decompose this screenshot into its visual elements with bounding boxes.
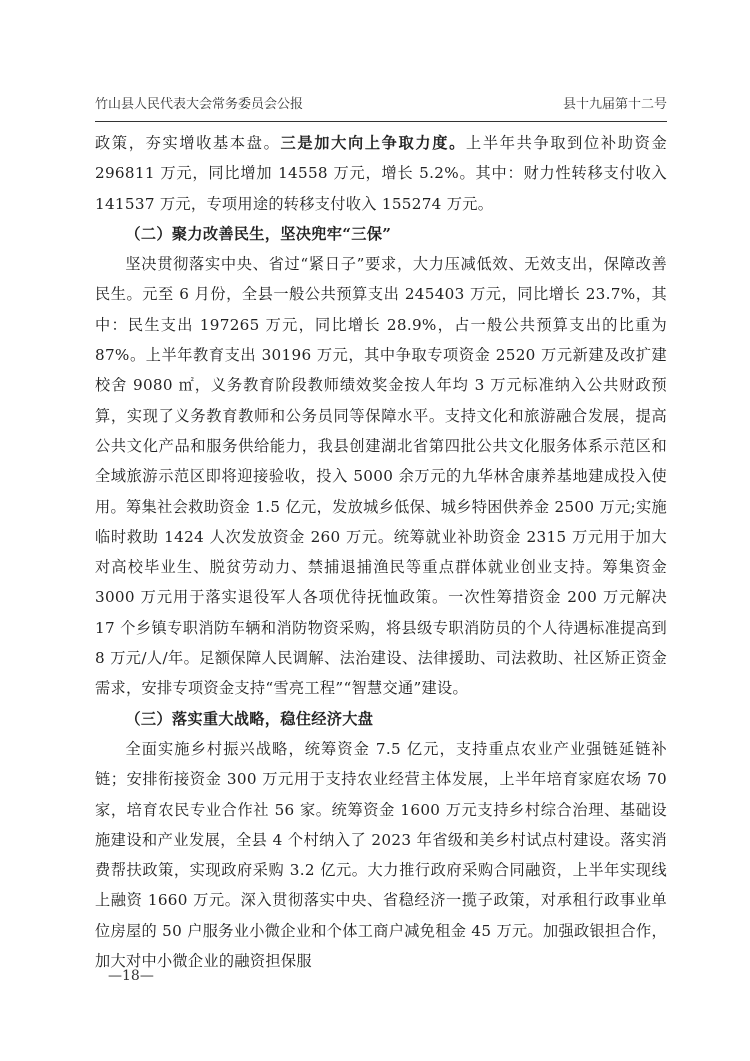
paragraph-livelihood: 坚决贯彻落实中央、省过“紧日子”要求，大力压减低效、无效支出，保障改善民生。元至 6 月份，全县一般公共预算支出 245403 万元，同比增长 23.7%，其中：民生支出 197265 万元，同比增长 28.9%，占一般公共预算支出的比重为 87%。上半年教育支出 30196 万元，其中争取专项资金 2520 万元新建及改扩建校舍 9080 ㎡，义务教育阶段教师绩效奖金按人年均 3 万元标准纳入公共财政预算，实现了义务教育教师和公务员同等保障水平。支持文化和旅游融合发展，提高公共文化产品和服务供给能力，我县创建湖北省第四批公共文化服务体系示范区和全域旅游示范区即将迎接验收，投入 5000 余万元的九华林舍康养基地建成投入使用。筹集社会救助资金 1.5 亿元，发放城乡低保、城乡特困供养金 2500 万元;实施临时救助 1424 人次发放资金 260 万元。统筹就业补助资金 2315 万元用于加大对高校毕业生、脱贫劳动力、禁捕退捕渔民等重点群体就业创业支持。筹集资金 3000 万元用于落实退役军人各项优待抚恤政策。一次性筹措资金 200 万元解决 17 个乡镇专职消防车辆和消防物资采购，将县级专职消防员的个人待遇标准提高到 8 万元/人/年。足额保障人民调解、法治建设、法律援助、司法救助、社区矫正资金需求，安排专项资金支持“雪亮工程”“智慧交通”建设。 bbox=[95, 255, 667, 698]
paragraph-text: 上半年共争取到位补助资金 296811 万元，同比增加 14558 万元，增长 5.2%。其中：财力性转移支付收入 141537 万元，专项用途的转移支付收入 155274 万元。 bbox=[95, 134, 667, 213]
document-body bbox=[95, 128, 667, 976]
page-number: —18— bbox=[108, 968, 154, 984]
section-heading-2: （二）聚力改善民生，坚决兜牢“三保” bbox=[125, 224, 392, 243]
paragraph-strategy: 全面实施乡村振兴战略，统筹资金 7.5 亿元，支持重点农业产业强链延链补链；安排衔接资金 300 万元用于支持农业经营主体发展，上半年培育家庭农场 70 家，培育农民专业合作社 56 家。统筹资金 1600 万元支持乡村综合治理、基础设施建设和产业发展，全县 4 个村纳入了 2023 年省级和美乡村试点村建设。落实消费帮扶政策，实现政府采购 3.2 亿元。大力推行政府采购合同融资，上半年实现线上融资 1660 万元。深入贯彻落实中央、省稳经济一揽子政策，对承租行政事业单位房屋的 50 户服务业小微企业和个体工商户减免租金 45 万元。加强政银担合作，加大对中小微企业的融资担保服 bbox=[95, 739, 667, 971]
header-issue-number: 县十九届第十二号 bbox=[562, 97, 667, 112]
header-divider bbox=[95, 121, 667, 122]
paragraph-text: 政策，夯实增收基本盘。 bbox=[95, 134, 281, 152]
page-header bbox=[95, 96, 667, 114]
bold-emphasis: 三是加大向上争取力度。 bbox=[280, 134, 466, 152]
header-publication-title: 竹山县人民代表大会常务委员会公报 bbox=[95, 97, 304, 112]
section-heading-3: （三）落实重大战略，稳住经济大盘 bbox=[125, 709, 374, 728]
paragraph-continuation bbox=[95, 128, 667, 219]
